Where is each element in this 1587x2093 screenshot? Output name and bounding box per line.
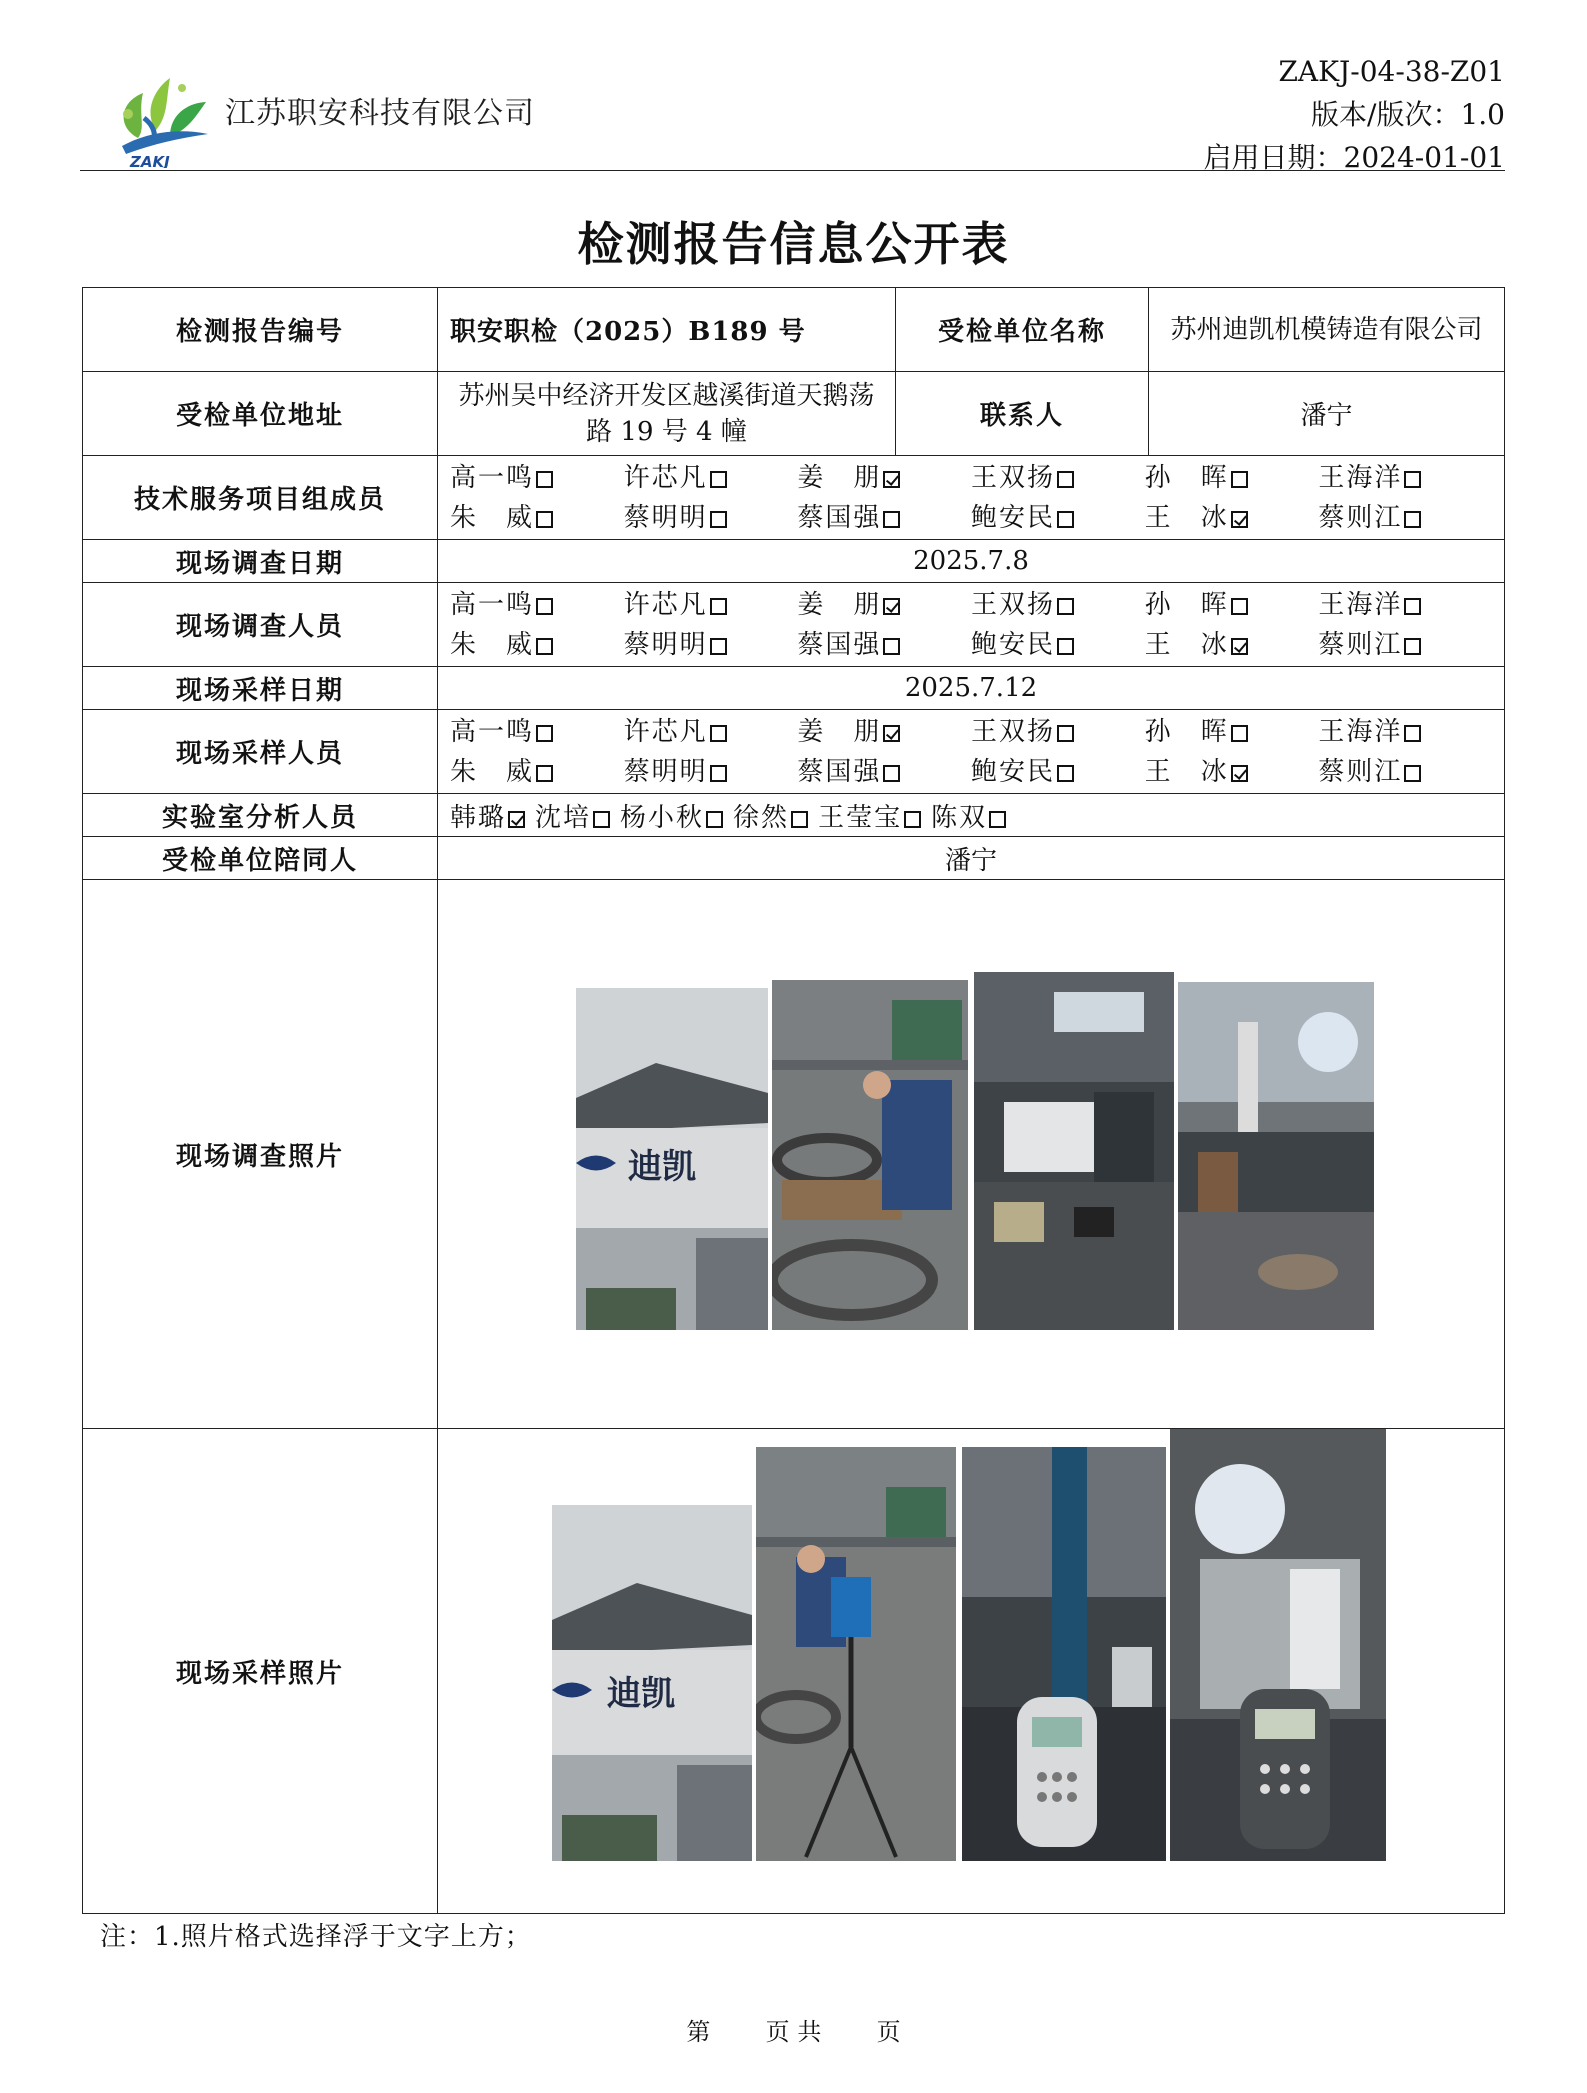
staff-checkbox-item xyxy=(971,500,1145,536)
survey-date-label: 现场调查日期 xyxy=(83,540,438,583)
table-row xyxy=(83,288,1505,372)
svg-text:迪凯: 迪凯 xyxy=(607,1674,675,1714)
page-label: 第 xyxy=(686,2018,711,2046)
checkbox[interactable] xyxy=(791,811,808,828)
staff-name: 姜 朋 xyxy=(797,462,882,493)
checkbox[interactable] xyxy=(1057,725,1074,742)
unit-name-label: 受检单位名称 xyxy=(896,288,1149,372)
checkbox[interactable] xyxy=(1231,598,1248,615)
staff-checkbox-item xyxy=(450,587,624,623)
staff-checkbox-item xyxy=(450,500,624,536)
staff-checkbox-item xyxy=(971,587,1145,623)
table-row xyxy=(83,794,1505,837)
staff-name: 王双扬 xyxy=(971,589,1056,620)
lab-staff-item xyxy=(818,797,921,834)
lab-staff-item xyxy=(450,797,525,834)
checkbox[interactable] xyxy=(1231,725,1248,742)
doc-code: ZAKJ-04-38-Z01 xyxy=(1278,55,1505,88)
checkbox[interactable] xyxy=(1057,598,1074,615)
staff-name: 高一鸣 xyxy=(450,589,535,620)
company-logo xyxy=(108,68,218,168)
checkbox[interactable] xyxy=(883,598,900,615)
staff-name: 鲍安民 xyxy=(971,502,1056,533)
checkbox[interactable] xyxy=(1404,765,1421,782)
staff-name: 朱 威 xyxy=(450,629,535,660)
staff-checkbox-item xyxy=(971,754,1145,790)
checkbox[interactable] xyxy=(508,811,525,828)
contact-value: 潘宁 xyxy=(1149,372,1505,456)
report-number-value: 职安职检（2025）B189 号 xyxy=(438,288,896,372)
sample-staff-label: 现场采样人员 xyxy=(83,710,438,794)
sample-photos xyxy=(438,1429,1505,1914)
checkbox[interactable] xyxy=(1404,511,1421,528)
staff-name: 王海洋 xyxy=(1318,716,1403,747)
table-row xyxy=(83,540,1505,583)
escort-label: 受检单位陪同人 xyxy=(83,837,438,880)
unit-name-value: 苏州迪凯机模铸造有限公司 xyxy=(1149,288,1505,372)
lab-staff-label: 实验室分析人员 xyxy=(83,794,438,837)
checkbox[interactable] xyxy=(710,511,727,528)
total-unit-label: 页 xyxy=(876,2018,901,2046)
table-row xyxy=(83,583,1505,667)
staff-checkbox-item xyxy=(1318,587,1492,623)
checkbox[interactable] xyxy=(1231,638,1248,655)
checkbox[interactable] xyxy=(1057,638,1074,655)
staff-checkbox-item xyxy=(624,500,798,536)
staff-checkbox-item xyxy=(450,714,624,750)
survey-checklist xyxy=(450,587,1492,663)
checkbox[interactable] xyxy=(710,598,727,615)
checkbox[interactable] xyxy=(1231,511,1248,528)
table-row xyxy=(83,456,1505,540)
staff-checkbox-item xyxy=(1318,500,1492,536)
svg-text:ZAKJ: ZAKJ xyxy=(130,153,170,168)
staff-name: 王 冰 xyxy=(1144,629,1229,660)
checkbox[interactable] xyxy=(883,471,900,488)
page-footer xyxy=(0,2012,1587,2047)
staff-name: 孙 晖 xyxy=(1144,462,1229,493)
checkbox[interactable] xyxy=(536,471,553,488)
staff-name: 姜 朋 xyxy=(797,589,882,620)
staff-name: 蔡明明 xyxy=(623,756,708,787)
header-divider xyxy=(80,170,1505,171)
staff-checkbox-item xyxy=(1318,460,1492,496)
company-name: 江苏职安科技有限公司 xyxy=(225,96,535,131)
staff-name: 韩璐 xyxy=(450,802,507,833)
contact-label: 联系人 xyxy=(896,372,1149,456)
staff-name: 王双扬 xyxy=(971,716,1056,747)
team-members xyxy=(438,456,1505,540)
document-meta xyxy=(1204,50,1505,179)
footnote: 注：1.照片格式选择浮于文字上方； xyxy=(100,1922,532,1952)
staff-name: 蔡则江 xyxy=(1318,502,1403,533)
team-checklist xyxy=(450,460,1492,536)
total-label: 共 xyxy=(797,2018,822,2046)
sample-photo-tripod-sampler xyxy=(756,1447,956,1861)
staff-checkbox-item xyxy=(1145,500,1319,536)
staff-checkbox-item xyxy=(624,460,798,496)
lab-checklist xyxy=(450,797,1492,834)
checkbox[interactable] xyxy=(883,638,900,655)
table-row xyxy=(83,710,1505,794)
staff-checkbox-item xyxy=(797,754,971,790)
staff-name: 王 冰 xyxy=(1144,756,1229,787)
staff-checkbox-item xyxy=(1318,714,1492,750)
checkbox[interactable] xyxy=(593,811,610,828)
staff-name: 王 冰 xyxy=(1144,502,1229,533)
checkbox[interactable] xyxy=(710,725,727,742)
checkbox[interactable] xyxy=(1231,765,1248,782)
staff-name: 蔡明明 xyxy=(623,629,708,660)
staff-checkbox-item xyxy=(624,714,798,750)
checkbox[interactable] xyxy=(883,765,900,782)
lab-staff-item xyxy=(733,797,808,834)
checkbox[interactable] xyxy=(536,638,553,655)
staff-checkbox-item xyxy=(1145,460,1319,496)
survey-photo-workshop-worker xyxy=(772,980,968,1330)
staff-name: 许芯凡 xyxy=(623,462,708,493)
staff-checkbox-item xyxy=(797,460,971,496)
svg-text:迪凯: 迪凯 xyxy=(628,1147,696,1187)
staff-name: 蔡则江 xyxy=(1318,756,1403,787)
table-row xyxy=(83,837,1505,880)
survey-staff xyxy=(438,583,1505,667)
staff-checkbox-item xyxy=(797,500,971,536)
staff-checkbox-item xyxy=(624,627,798,663)
page-title: 检测报告信息公开表 xyxy=(577,217,1010,271)
staff-checkbox-item xyxy=(797,587,971,623)
unit-address-label: 受检单位地址 xyxy=(83,372,438,456)
staff-name: 鲍安民 xyxy=(971,629,1056,660)
staff-name: 高一鸣 xyxy=(450,716,535,747)
staff-checkbox-item xyxy=(971,714,1145,750)
lab-staff-item xyxy=(620,797,723,834)
staff-checkbox-item xyxy=(450,754,624,790)
escort-value: 潘宁 xyxy=(438,837,1505,880)
checkbox[interactable] xyxy=(1057,765,1074,782)
staff-name: 王海洋 xyxy=(1318,589,1403,620)
checkbox[interactable] xyxy=(536,598,553,615)
checkbox[interactable] xyxy=(1404,638,1421,655)
report-number-label: 检测报告编号 xyxy=(83,288,438,372)
checkbox[interactable] xyxy=(710,765,727,782)
survey-date-value: 2025.7.8 xyxy=(438,540,1505,583)
checkbox[interactable] xyxy=(904,811,921,828)
staff-checkbox-item xyxy=(971,627,1145,663)
sample-photo-sound-meter-2 xyxy=(1170,1429,1386,1861)
sample-staff xyxy=(438,710,1505,794)
staff-name: 蔡国强 xyxy=(797,756,882,787)
report-info-table xyxy=(82,287,1505,1914)
staff-checkbox-item xyxy=(797,627,971,663)
survey-photo-label: 现场调查照片 xyxy=(83,880,438,1429)
staff-name: 朱 威 xyxy=(450,756,535,787)
checkbox[interactable] xyxy=(1057,511,1074,528)
checkbox[interactable] xyxy=(710,471,727,488)
staff-name: 许芯凡 xyxy=(623,716,708,747)
staff-name: 蔡则江 xyxy=(1318,629,1403,660)
staff-checkbox-item xyxy=(1145,627,1319,663)
staff-name: 蔡明明 xyxy=(623,502,708,533)
checkbox[interactable] xyxy=(536,725,553,742)
checkbox[interactable] xyxy=(536,511,553,528)
checkbox[interactable] xyxy=(1057,471,1074,488)
survey-photo-machine-hall xyxy=(974,972,1174,1330)
staff-name: 蔡国强 xyxy=(797,629,882,660)
table-row xyxy=(83,1429,1505,1914)
sample-photo-sound-meter xyxy=(962,1447,1166,1861)
page-unit-label: 页 xyxy=(765,2018,790,2046)
staff-name: 鲍安民 xyxy=(971,756,1056,787)
staff-checkbox-item xyxy=(450,460,624,496)
checkbox[interactable] xyxy=(883,511,900,528)
effective-date: 启用日期：2024-01-01 xyxy=(1203,141,1505,174)
checkbox[interactable] xyxy=(536,765,553,782)
staff-name: 高一鸣 xyxy=(450,462,535,493)
survey-photo-building xyxy=(576,988,768,1330)
survey-photos xyxy=(438,880,1505,1429)
team-label: 技术服务项目组成员 xyxy=(83,456,438,540)
staff-checkbox-item xyxy=(1145,754,1319,790)
staff-name: 蔡国强 xyxy=(797,502,882,533)
staff-name: 姜 朋 xyxy=(797,716,882,747)
checkbox[interactable] xyxy=(1404,725,1421,742)
table-row xyxy=(83,372,1505,456)
sample-date-value: 2025.7.12 xyxy=(438,667,1505,710)
table-row xyxy=(83,880,1505,1429)
staff-checkbox-item xyxy=(450,627,624,663)
staff-name: 陈双 xyxy=(931,802,988,833)
staff-checkbox-item xyxy=(1145,587,1319,623)
staff-name: 徐然 xyxy=(733,802,790,833)
sample-photo-label: 现场采样照片 xyxy=(83,1429,438,1914)
checkbox[interactable] xyxy=(710,638,727,655)
staff-name: 王莹宝 xyxy=(818,802,903,833)
page-header xyxy=(80,50,1505,174)
checkbox[interactable] xyxy=(1404,471,1421,488)
checkbox[interactable] xyxy=(1404,598,1421,615)
table-row xyxy=(83,667,1505,710)
lab-staff xyxy=(438,794,1505,837)
survey-photo-factory-floor xyxy=(1178,982,1374,1330)
staff-name: 沈培 xyxy=(535,802,592,833)
staff-name: 许芯凡 xyxy=(623,589,708,620)
sample-date-label: 现场采样日期 xyxy=(83,667,438,710)
staff-checkbox-item xyxy=(624,587,798,623)
survey-staff-label: 现场调查人员 xyxy=(83,583,438,667)
staff-checkbox-item xyxy=(971,460,1145,496)
checkbox[interactable] xyxy=(883,725,900,742)
checkbox[interactable] xyxy=(706,811,723,828)
sample-photo-building xyxy=(552,1505,752,1861)
staff-name: 孙 晖 xyxy=(1144,716,1229,747)
checkbox[interactable] xyxy=(989,811,1006,828)
staff-checkbox-item xyxy=(1145,714,1319,750)
staff-name: 王海洋 xyxy=(1318,462,1403,493)
sample-checklist xyxy=(450,714,1492,790)
checkbox[interactable] xyxy=(1231,471,1248,488)
staff-name: 孙 晖 xyxy=(1144,589,1229,620)
lab-staff-item xyxy=(931,797,1006,834)
staff-name: 杨小秋 xyxy=(620,802,705,833)
staff-name: 王双扬 xyxy=(971,462,1056,493)
staff-name: 朱 威 xyxy=(450,502,535,533)
lab-staff-item xyxy=(535,797,610,834)
staff-checkbox-item xyxy=(797,714,971,750)
doc-version: 版本/版次：1.0 xyxy=(1311,98,1505,131)
staff-checkbox-item xyxy=(624,754,798,790)
staff-checkbox-item xyxy=(1318,754,1492,790)
unit-address-value: 苏州吴中经济开发区越溪街道天鹅荡路 19 号 4 幢 xyxy=(438,372,896,456)
staff-checkbox-item xyxy=(1318,627,1492,663)
